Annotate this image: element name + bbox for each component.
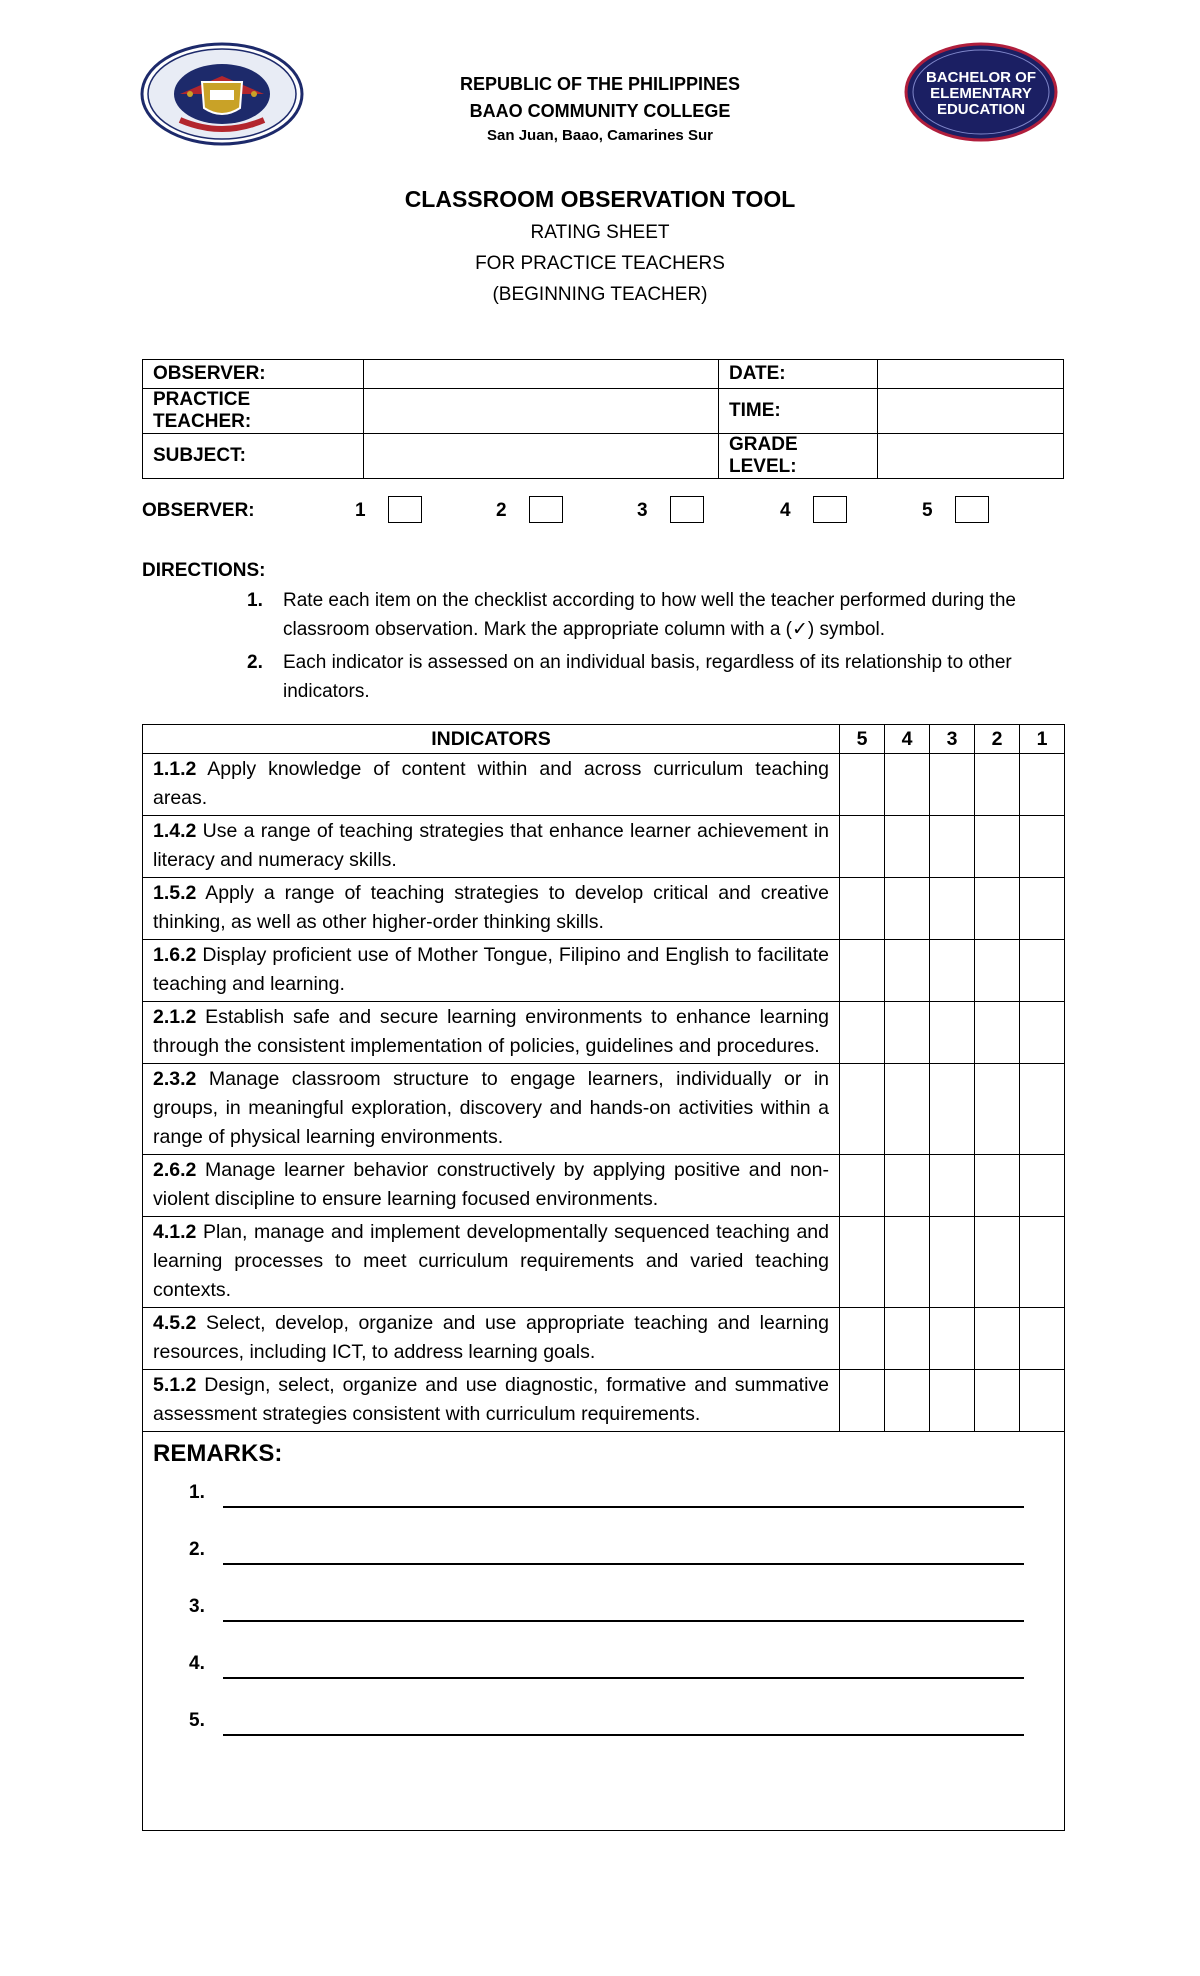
indicator-code: 5.1.2 <box>153 1374 197 1396</box>
directions-title: DIRECTIONS: <box>142 560 266 581</box>
scale-header-1: 1 <box>1020 725 1065 754</box>
practice-teacher-field[interactable] <box>364 389 719 434</box>
indicator-code: 2.6.2 <box>153 1159 197 1181</box>
indicator-code: 4.1.2 <box>153 1221 197 1243</box>
page-title: CLASSROOM OBSERVATION TOOL <box>404 186 796 212</box>
observer-option-1-checkbox[interactable] <box>388 496 422 523</box>
rating-cell-2[interactable] <box>975 940 1020 1002</box>
rating-cell-4[interactable] <box>885 1002 930 1064</box>
direction-number: 2. <box>247 652 263 673</box>
direction-text: Rate each item on the checklist according to how well the teacher performed during the classroom observation. Mark the appropriate column with a (✓) symbol. <box>283 590 1016 640</box>
indicator-text: Select, develop, organize and use appropriate teaching and learning resources, including ICT, to address learning goals. <box>153 1312 829 1363</box>
directions <box>142 560 1064 706</box>
republic-heading: REPUBLIC OF THE PHILIPPINES <box>459 74 741 94</box>
grade-level-label: GRADE LEVEL: <box>719 434 878 479</box>
indicator-row <box>143 1002 1065 1064</box>
rating-cell-4[interactable] <box>885 878 930 940</box>
observer-option-3-checkbox[interactable] <box>670 496 704 523</box>
rating-cell-3[interactable] <box>930 1217 975 1308</box>
observer-option-3-label: 3 <box>637 500 648 521</box>
observer-option-1-label: 1 <box>355 500 366 521</box>
indicator-cell <box>143 940 840 1002</box>
remark-underline <box>223 1506 1024 1508</box>
remark-number: 3. <box>189 1596 205 1617</box>
indicator-cell <box>143 816 840 878</box>
indicator-code: 2.1.2 <box>153 1006 197 1028</box>
rating-cell-2[interactable] <box>975 1155 1020 1217</box>
indicator-text: Design, select, organize and use diagnostic, formative and summative assessment strategies consistent with curriculum requirements. <box>153 1374 829 1425</box>
rating-cell-3[interactable] <box>930 940 975 1002</box>
direction-text: Each indicator is assessed on an individual basis, regardless of its relationship to other indicators. <box>283 652 1012 702</box>
remark-underline <box>223 1563 1024 1565</box>
observer-label: OBSERVER: <box>143 360 364 389</box>
observer-option-5-checkbox[interactable] <box>955 496 989 523</box>
rating-cell-2[interactable] <box>975 816 1020 878</box>
indicators-header-row <box>143 725 1065 754</box>
rating-cell-1[interactable] <box>1020 878 1065 940</box>
scale-header-4: 4 <box>885 725 930 754</box>
rating-cell-1[interactable] <box>1020 1155 1065 1217</box>
observer-scale-label: OBSERVER: <box>142 500 255 521</box>
remark-line[interactable] <box>153 1696 1054 1753</box>
remarks-row <box>143 1432 1065 1831</box>
scale-header-5: 5 <box>840 725 885 754</box>
rating-cell-3[interactable] <box>930 1155 975 1217</box>
indicator-text: Use a range of teaching strategies that enhance learner achievement in literacy and numeracy skills. <box>153 820 829 871</box>
indicator-cell <box>143 878 840 940</box>
rating-cell-5[interactable] <box>840 1002 885 1064</box>
remark-number: 1. <box>189 1482 205 1503</box>
rating-cell-1[interactable] <box>1020 1002 1065 1064</box>
info-row <box>143 389 1064 434</box>
indicator-text: Establish safe and secure learning environments to enhance learning through the consistent implementation of policies, guidelines and procedures. <box>153 1006 829 1057</box>
direction-item <box>247 586 1064 644</box>
subtitle-beginning-teacher: (BEGINNING TEACHER) <box>492 284 708 305</box>
indicator-text: Plan, manage and implement developmentally sequenced teaching and learning processes to meet curriculum requirements and varied teaching contexts. <box>153 1221 829 1301</box>
observer-option-4-checkbox[interactable] <box>813 496 847 523</box>
indicator-row <box>143 816 1065 878</box>
college-address: San Juan, Baao, Camarines Sur <box>487 127 713 144</box>
remark-number: 4. <box>189 1653 205 1674</box>
indicator-row <box>143 1308 1065 1370</box>
rating-cell-4[interactable] <box>885 1370 930 1432</box>
rating-cell-4[interactable] <box>885 1217 930 1308</box>
rating-cell-3[interactable] <box>930 1308 975 1370</box>
direction-number: 1. <box>247 590 263 611</box>
college-name: BAAO COMMUNITY COLLEGE <box>469 101 731 121</box>
rating-cell-1[interactable] <box>1020 754 1065 816</box>
info-row <box>143 434 1064 479</box>
observer-field[interactable] <box>364 360 719 389</box>
indicator-cell <box>143 1064 840 1155</box>
indicator-cell <box>143 754 840 816</box>
remark-line[interactable] <box>153 1525 1054 1582</box>
rating-cell-3[interactable] <box>930 1064 975 1155</box>
indicators-header: INDICATORS <box>143 725 840 754</box>
indicator-row <box>143 1217 1065 1308</box>
rating-cell-4[interactable] <box>885 1064 930 1155</box>
remark-underline <box>223 1620 1024 1622</box>
indicator-row <box>143 1155 1065 1217</box>
rating-cell-3[interactable] <box>930 754 975 816</box>
remarks-title: REMARKS: <box>153 1440 283 1467</box>
indicator-row <box>143 1370 1065 1432</box>
time-field[interactable] <box>878 389 1064 434</box>
rating-cell-4[interactable] <box>885 754 930 816</box>
rating-cell-5[interactable] <box>840 1370 885 1432</box>
beed-logo-line-3: EDUCATION <box>936 101 1026 118</box>
rating-cell-5[interactable] <box>840 1308 885 1370</box>
rating-cell-5[interactable] <box>840 1217 885 1308</box>
time-label: TIME: <box>719 389 878 434</box>
rating-cell-1[interactable] <box>1020 1370 1065 1432</box>
rating-cell-5[interactable] <box>840 878 885 940</box>
rating-cell-2[interactable] <box>975 1308 1020 1370</box>
observer-option-5-label: 5 <box>922 500 933 521</box>
direction-item <box>247 648 1064 706</box>
scale-header-3: 3 <box>930 725 975 754</box>
info-row <box>143 360 1064 389</box>
rating-cell-4[interactable] <box>885 1155 930 1217</box>
indicator-cell <box>143 1155 840 1217</box>
indicator-code: 1.6.2 <box>153 944 197 966</box>
rating-cell-5[interactable] <box>840 816 885 878</box>
info-table <box>142 359 1064 479</box>
indicator-cell <box>143 1217 840 1308</box>
rating-cell-2[interactable] <box>975 1217 1020 1308</box>
rating-cell-2[interactable] <box>975 1370 1020 1432</box>
indicator-cell <box>143 1370 840 1432</box>
indicator-code: 2.3.2 <box>153 1068 197 1090</box>
rating-cell-1[interactable] <box>1020 1217 1065 1308</box>
indicator-code: 1.5.2 <box>153 882 197 904</box>
beed-logo-line-2: ELEMENTARY <box>930 85 1032 102</box>
indicator-code: 1.1.2 <box>153 758 197 780</box>
indicators-table <box>142 724 1065 1831</box>
rating-cell-5[interactable] <box>840 940 885 1002</box>
observer-option-2-label: 2 <box>496 500 507 521</box>
rating-cell-4[interactable] <box>885 1308 930 1370</box>
indicator-row <box>143 940 1065 1002</box>
indicator-text: Manage learner behavior constructively by applying positive and non-violent discipline to ensure learning focused environments. <box>153 1159 829 1210</box>
indicator-code: 1.4.2 <box>153 820 197 842</box>
practice-teacher-label: PRACTICE TEACHER: <box>143 389 364 434</box>
indicator-row <box>143 754 1065 816</box>
indicator-text: Apply knowledge of content within and across curriculum teaching areas. <box>153 758 829 809</box>
remark-number: 2. <box>189 1539 205 1560</box>
remark-line[interactable] <box>153 1468 1054 1525</box>
rating-cell-2[interactable] <box>975 754 1020 816</box>
subject-label: SUBJECT: <box>143 434 364 479</box>
rating-cell-5[interactable] <box>840 1064 885 1155</box>
remark-number: 5. <box>189 1710 205 1731</box>
rating-cell-5[interactable] <box>840 754 885 816</box>
subtitle-practice-teachers: FOR PRACTICE TEACHERS <box>475 253 725 274</box>
indicator-text: Display proficient use of Mother Tongue, Filipino and English to facilitate teaching and learning. <box>153 944 829 995</box>
indicator-text: Manage classroom structure to engage learners, individually or in groups, in meaningful exploration, discovery and hands-on activities within a range of physical learning environments. <box>153 1068 829 1148</box>
indicator-cell <box>143 1002 840 1064</box>
remarks-cell <box>143 1432 1065 1831</box>
remark-underline <box>223 1734 1024 1736</box>
subtitle-rating-sheet: RATING SHEET <box>530 222 670 243</box>
rating-cell-4[interactable] <box>885 940 930 1002</box>
rating-cell-4[interactable] <box>885 816 930 878</box>
beed-logo-line-1: BACHELOR OF <box>926 69 1036 86</box>
grade-level-field[interactable] <box>878 434 1064 479</box>
rating-cell-1[interactable] <box>1020 816 1065 878</box>
remark-underline <box>223 1677 1024 1679</box>
remark-line[interactable] <box>153 1582 1054 1639</box>
rating-cell-3[interactable] <box>930 878 975 940</box>
rating-cell-5[interactable] <box>840 1155 885 1217</box>
observer-option-2-checkbox[interactable] <box>529 496 563 523</box>
rating-cell-2[interactable] <box>975 1002 1020 1064</box>
rating-cell-1[interactable] <box>1020 940 1065 1002</box>
remark-line[interactable] <box>153 1639 1054 1696</box>
rating-cell-1[interactable] <box>1020 1064 1065 1155</box>
date-field[interactable] <box>878 360 1064 389</box>
date-label: DATE: <box>719 360 878 389</box>
observer-scale <box>142 496 1064 530</box>
rating-cell-3[interactable] <box>930 816 975 878</box>
subject-field[interactable] <box>364 434 719 479</box>
rating-cell-3[interactable] <box>930 1002 975 1064</box>
rating-cell-1[interactable] <box>1020 1308 1065 1370</box>
observer-option-4-label: 4 <box>780 500 791 521</box>
rating-cell-3[interactable] <box>930 1370 975 1432</box>
indicator-cell <box>143 1308 840 1370</box>
indicator-code: 4.5.2 <box>153 1312 197 1334</box>
indicator-text: Apply a range of teaching strategies to develop critical and creative thinking, as well as other higher-order thinking skills. <box>153 882 829 933</box>
indicator-row <box>143 878 1065 940</box>
indicator-row <box>143 1064 1065 1155</box>
rating-cell-2[interactable] <box>975 878 1020 940</box>
rating-cell-2[interactable] <box>975 1064 1020 1155</box>
scale-header-2: 2 <box>975 725 1020 754</box>
